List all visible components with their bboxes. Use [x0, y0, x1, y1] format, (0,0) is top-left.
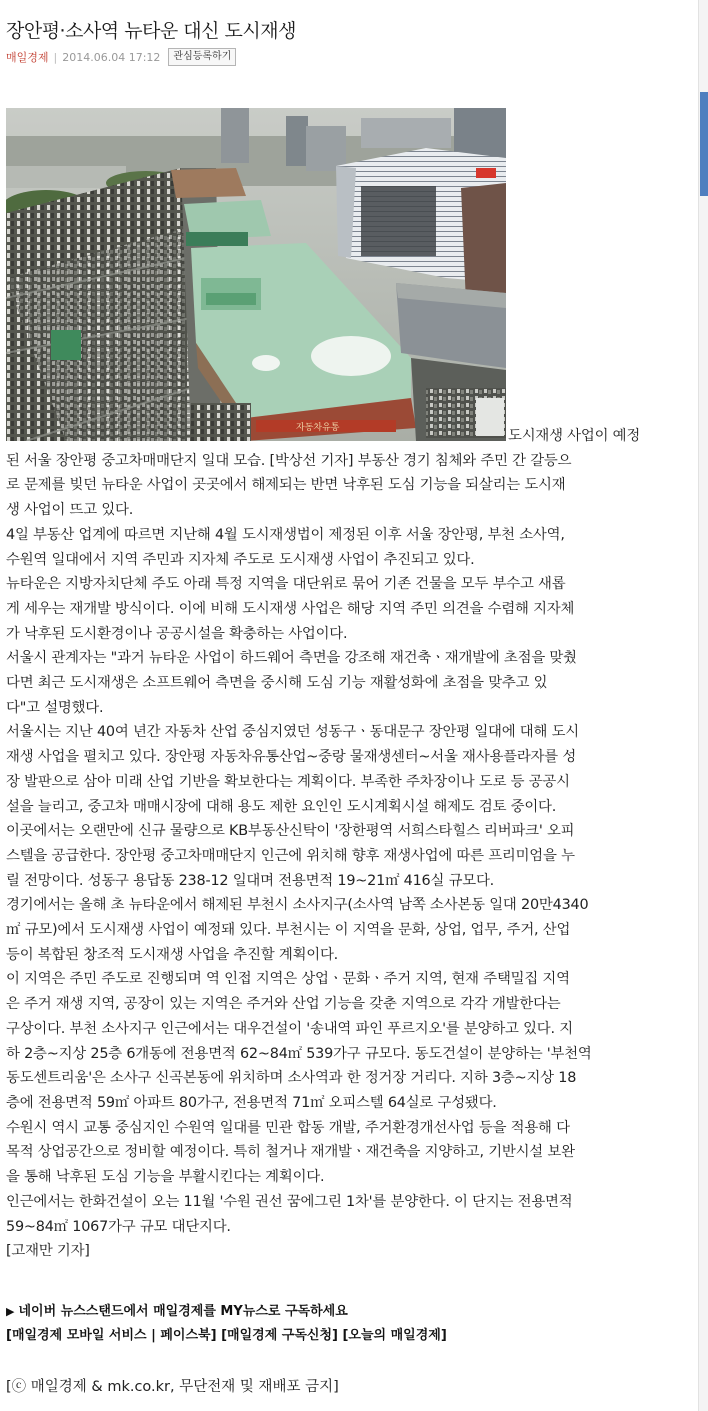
article-photo	[6, 108, 506, 441]
meta-separator: |	[53, 50, 58, 64]
paragraph-line: 뉴타운은 지방자치단체 주도 아래 특정 지역을 대단위로 묶어 기존 건물을 모두 부수고 새롭	[6, 576, 566, 593]
paragraph-line: 수원시 역시 교통 중심지인 수원역 일대를 민관 합동 개발, 주거환경개선사업 등을 적용해 다	[6, 1119, 570, 1136]
mobile-facebook-link[interactable]: [매일경제 모바일 서비스 | 페이스북]	[6, 1328, 217, 1343]
paragraph-line: 이곳에서는 오랜만에 신규 물량으로 KB부동산신탁이 '장한평역 서희스타힐스 리버파크' 오피	[6, 823, 575, 840]
paragraph-line: 등이 복합된 창조적 도시재생 사업을 추진할 계획이다.	[6, 946, 339, 963]
paragraph-line: 인근에서는 한화건설이 오는 11월 '수원 권선 꿈에그린 1차'를 분양한다. 이 단지는 전용면적	[6, 1193, 573, 1210]
paragraph-line: 다면 최근 도시재생은 소프트웨어 측면을 중시해 도심 기능 재활성화에 초점을 맞추고 있	[6, 675, 548, 692]
service-links	[6, 1324, 447, 1348]
source-name[interactable]: 매일경제	[6, 51, 49, 64]
paragraph-line: 게 세우는 재개발 방식이다. 이에 비해 도시재생 사업은 해당 지역 주민 의견을 수렴해 지자체	[6, 600, 575, 617]
paragraph	[6, 893, 696, 967]
caption-continued	[6, 449, 696, 523]
paragraph-line: 은 주거 재생 지역, 공장이 있는 지역은 주거와 산업 기능을 갖춘 지역으로 각각 개발한다는	[6, 996, 561, 1013]
paragraph-line: 스텔을 공급한다. 장안평 중고차매매단지 인근에 위치해 향후 재생사업에 따른 프리미엄을 누	[6, 847, 575, 864]
caption-line: 로 문제를 빚던 뉴타운 사업이 곳곳에서 해제되는 반면 낙후된 도심 기능을 되살리는 도시재	[6, 477, 566, 494]
article-meta	[6, 48, 236, 66]
paragraph-line: 목적 상업공간으로 정비할 예정이다. 특히 철거나 재개발ㆍ재건축을 지양하고, 기반시설 보완	[6, 1144, 575, 1161]
play-arrow-icon: ▶	[6, 1305, 15, 1318]
add-favorite-button[interactable]: 관심등록하기	[168, 48, 236, 66]
paragraph	[6, 572, 696, 646]
paragraph	[6, 1116, 696, 1190]
caption-line: 된 서울 장안평 중고차매매단지 일대 모습. [박상선 기자] 부동산 경기 침체와 주민 간 갈등으	[6, 452, 572, 469]
paragraph	[6, 967, 696, 1115]
paragraph-line: 재생 사업을 펼치고 있다. 장안평 자동차유통산업~중랑 물재생센터~서울 재사용플라자를 성	[6, 749, 577, 766]
subscribe-promo[interactable]	[6, 1300, 447, 1324]
article-body	[6, 424, 696, 1264]
paragraph-line: 경기에서는 올해 초 뉴타운에서 해제된 부천시 소사지구(소사역 남쪽 소사본동 일대 20만4340	[6, 897, 589, 914]
article-title: 장안평·소사역 뉴타운 대신 도시재생	[6, 20, 296, 42]
subscribe-link[interactable]: 네이버 뉴스스탠드에서 매일경제를 MY뉴스로 구독하세요	[18, 1304, 348, 1319]
scrollbar-thumb[interactable]	[700, 92, 708, 196]
paragraph-line: 다"고 설명했다.	[6, 699, 104, 716]
paragraph-line: 층에 전용면적 59㎡ 아파트 80가구, 전용면적 71㎡ 오피스텔 64실로 구성됐다.	[6, 1094, 497, 1111]
paragraph	[6, 1190, 696, 1239]
paragraph-line: 동도센트리움'은 소사구 신곡본동에 위치하며 소사역과 한 정거장 거리다. 지하 3층~지상 18	[6, 1070, 577, 1087]
copyright-notice: [ⓒ 매일경제 & mk.co.kr, 무단전재 및 재배포 금지]	[6, 1379, 339, 1395]
photo-caption	[6, 424, 696, 449]
paragraph	[6, 819, 696, 893]
reporter-byline: [고재만 기자]	[6, 1243, 90, 1260]
paragraph-line: 하 2층~지상 25층 6개동에 전용면적 62~84㎡ 539가구 규모다. 동도건설이 분양하는 '부천역	[6, 1045, 592, 1062]
subscription-link[interactable]: [매일경제 구독신청]	[221, 1328, 338, 1343]
paragraph-line: 설을 늘리고, 중고차 매매시장에 대해 용도 제한 요인인 도시계획시설 해제도 검토 중이다.	[6, 798, 557, 815]
photo-sign-text: 자동차유통	[296, 423, 340, 433]
paragraph-line: 서울시는 지난 40여 년간 자동차 산업 중심지였던 성동구ㆍ동대문구 장안평 일대에 대해 도시	[6, 724, 579, 741]
paragraph-line: 4일 부동산 업계에 따르면 지난해 4월 도시재생법이 제정된 이후 서울 장안평, 부천 소사역,	[6, 526, 565, 543]
todays-paper-link[interactable]: [오늘의 매일경제]	[342, 1328, 447, 1343]
paragraph-line: 수원역 일대에서 지역 주민과 지자체 주도로 도시재생 사업이 추진되고 있다.	[6, 551, 475, 568]
paragraph-line: 59~84㎡ 1067가구 규모 대단지다.	[6, 1218, 231, 1235]
paragraph-line: 가 낙후된 도시환경이나 공공시설을 확충하는 사업이다.	[6, 625, 348, 642]
paragraph-line: 서울시 관계자는 "과거 뉴타운 사업이 하드웨어 측면을 강조해 재건축ㆍ재개발에 초점을 맞췄	[6, 650, 577, 667]
paragraph-line: 이 지역은 주민 주도로 진행되며 역 인접 지역은 상업ㆍ문화ㆍ주거 지역, 현재 주택밀집 지역	[6, 971, 570, 988]
publish-date: 2014.06.04 17:12	[62, 50, 161, 64]
paragraph-line: 구상이다. 부천 소사지구 인근에서는 대우건설이 '송내역 파인 푸르지오'를 분양하고 있다. 지	[6, 1020, 573, 1037]
paragraph-line: 장 발판으로 삼아 미래 산업 기반을 확보한다는 계획이다. 부족한 주차장이나 도로 등 공공시	[6, 773, 570, 790]
paragraph	[6, 646, 696, 720]
paragraph	[6, 523, 696, 572]
aerial-photo-image	[6, 108, 506, 441]
caption-line: 도시재생 사업이 예정	[508, 428, 641, 444]
paragraph-line: 을 통해 낙후된 도심 기능을 부활시킨다는 계획이다.	[6, 1169, 325, 1186]
paragraph	[6, 720, 696, 819]
caption-line: 생 사업이 뜨고 있다.	[6, 502, 134, 519]
promo-links	[6, 1300, 447, 1348]
paragraph-line: 릴 전망이다. 성동구 용답동 238-12 일대며 전용면적 19~21㎡ 416실 규모다.	[6, 872, 495, 889]
paragraph-line: ㎡ 규모)에서 도시재생 사업이 예정돼 있다. 부천시는 이 지역을 문화, 상업, 업무, 주거, 산업	[6, 922, 571, 939]
vertical-scrollbar[interactable]	[698, 0, 708, 1411]
